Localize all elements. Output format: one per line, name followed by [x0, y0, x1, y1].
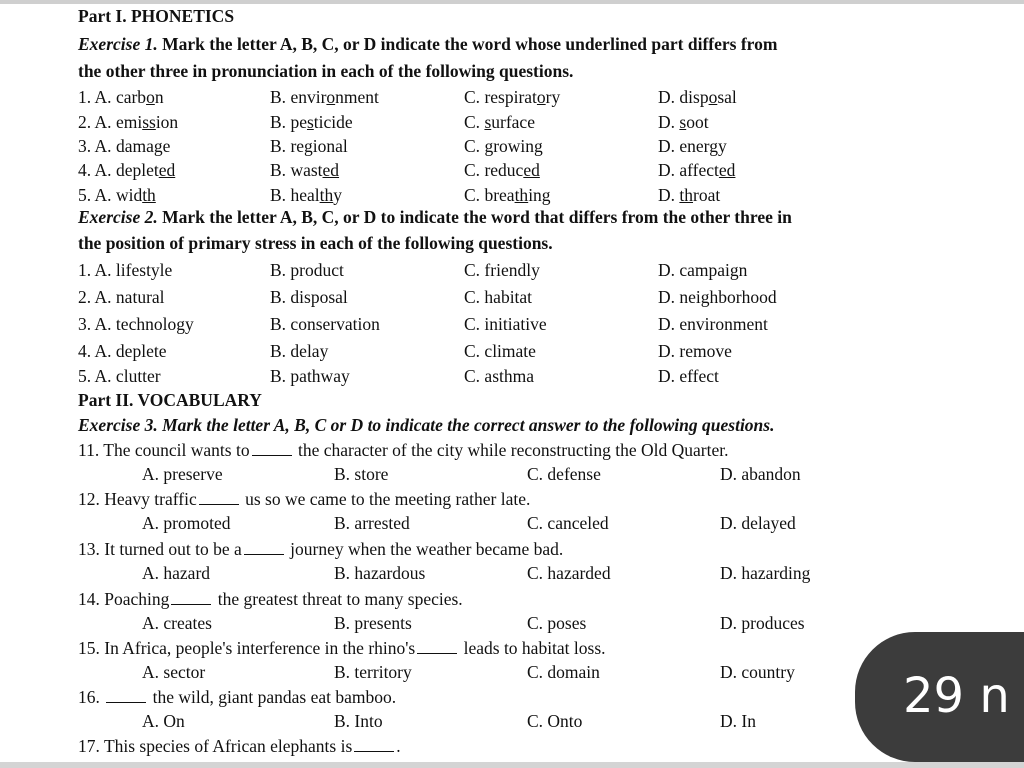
answer-blank[interactable] [252, 441, 292, 456]
answer-option[interactable]: B. presents [334, 613, 412, 633]
question-line [78, 637, 606, 659]
option-letter: B. [270, 185, 291, 205]
option-word-part: rowing [493, 136, 543, 156]
underlined-part: th [319, 185, 334, 205]
option-letter: D. [658, 87, 680, 107]
answer-option[interactable]: C. canceled [527, 513, 609, 533]
exercise-heading-cont: the other three in pronunciation in each of the following questions. [78, 61, 574, 81]
option-text: C. climate [464, 341, 536, 361]
question-number: 13. [78, 539, 105, 559]
answer-option[interactable]: B. hazardous [334, 563, 426, 583]
answer-option[interactable] [270, 340, 328, 362]
option-letter: C. [464, 112, 485, 132]
question-number: 12. [78, 489, 105, 509]
question-text: It turned out to be a [104, 539, 242, 559]
option-text: C. friendly [464, 260, 540, 280]
answer-option[interactable] [78, 340, 166, 362]
question-text: The council wants to [103, 440, 250, 460]
option-text: D. neighborhood [658, 287, 777, 307]
option-letter: D. [658, 136, 680, 156]
option-letter: A. [94, 87, 116, 107]
answer-option[interactable]: A. preserve [142, 464, 223, 484]
answer-option[interactable]: A. creates [142, 613, 212, 633]
answer-option[interactable] [270, 259, 344, 281]
underlined-part: s [306, 112, 314, 132]
option-letter: C. [464, 185, 485, 205]
option-letter: A. [94, 160, 116, 180]
answer-blank[interactable] [417, 639, 457, 654]
option-text: C. asthma [464, 366, 534, 386]
answer-option[interactable] [464, 184, 551, 206]
underlined-part: s [679, 112, 687, 132]
question-number: 16. [78, 687, 105, 707]
question-text: the wild, giant pandas eat bamboo. [148, 687, 397, 707]
option-word-part: deplet [115, 160, 159, 180]
question-text: . [396, 736, 401, 756]
answer-option[interactable] [270, 135, 348, 157]
option-word-part: wast [290, 160, 323, 180]
answer-option[interactable] [464, 159, 540, 181]
question-line [78, 488, 530, 510]
option-text: C. habitat [464, 287, 533, 307]
answer-option[interactable]: A. hazard [142, 563, 211, 583]
question-text: Poaching [104, 589, 170, 609]
option-text: A. lifestyle [94, 260, 173, 280]
answer-option[interactable]: D. country [720, 662, 795, 682]
option-word-part: sal [717, 87, 737, 107]
underlined-part: g [304, 136, 313, 156]
answer-option[interactable] [464, 313, 547, 335]
answer-option[interactable] [78, 159, 175, 181]
answer-blank[interactable] [106, 688, 146, 703]
option-word-part: re [290, 136, 305, 156]
question-number: 2. [78, 287, 95, 307]
underlined-part: ed [718, 160, 736, 180]
underlined-part: g [484, 136, 494, 156]
answer-option[interactable]: D. hazarding [720, 563, 811, 583]
answer-option[interactable] [78, 313, 194, 335]
option-text: B. conservation [270, 314, 380, 334]
underlined-part: g [153, 136, 163, 156]
option-word-part: nment [335, 87, 379, 107]
option-word-part: dama [115, 136, 154, 156]
underlined-part: o [326, 87, 336, 107]
answer-option[interactable]: A. On [142, 711, 185, 731]
answer-option[interactable]: A. sector [142, 662, 206, 682]
underlined-part: th [679, 185, 694, 205]
answer-option[interactable]: B. arrested [334, 513, 410, 533]
question-line [78, 439, 728, 461]
answer-option[interactable] [658, 365, 719, 387]
answer-option[interactable]: C. defense [527, 464, 601, 484]
option-word-part: ional [312, 136, 348, 156]
underlined-part: o [146, 87, 155, 107]
option-word-part: ticide [313, 112, 353, 132]
question-text: the character of the city while reconstructing the Old Quarter. [293, 440, 729, 460]
answer-option[interactable] [78, 259, 172, 281]
option-word-part: brea [484, 185, 515, 205]
option-word-part: ing [528, 185, 551, 205]
option-word-part: wid [115, 185, 143, 205]
underlined-part: th [514, 185, 529, 205]
option-word-part: ener [679, 136, 710, 156]
page-counter-text: 29 n [903, 668, 1010, 724]
option-letter: C. [464, 160, 485, 180]
underlined-part: ed [523, 160, 540, 180]
question-text: us so we came to the meeting rather late. [240, 489, 531, 509]
answer-option[interactable] [270, 159, 339, 181]
option-word-part: roat [693, 185, 721, 205]
question-line [78, 538, 563, 560]
option-letter: B. [270, 160, 291, 180]
answer-option[interactable] [464, 365, 534, 387]
option-word-part: affect [679, 160, 719, 180]
option-text: A. technology [94, 314, 194, 334]
answer-option[interactable] [464, 111, 535, 133]
option-letter: D. [658, 185, 680, 205]
answer-option[interactable]: B. territory [334, 662, 412, 682]
option-text: B. delay [270, 341, 329, 361]
option-text: C. initiative [464, 314, 547, 334]
question-number: 2. [78, 112, 95, 132]
option-word-part: disp [679, 87, 709, 107]
question-number: 3. [78, 314, 95, 334]
answer-option[interactable]: C. domain [527, 662, 600, 682]
question-text: Heavy traffic [104, 489, 197, 509]
option-word-part: e [162, 136, 171, 156]
question-number: 3. [78, 136, 95, 156]
answer-option[interactable] [464, 135, 543, 157]
exercise-heading-cont: the position of primary stress in each of the following questions. [78, 233, 553, 253]
option-letter: B. [270, 87, 291, 107]
answer-option[interactable] [78, 286, 165, 308]
option-word-part: y [717, 136, 727, 156]
answer-option[interactable] [658, 184, 720, 206]
answer-blank[interactable] [354, 737, 394, 752]
answer-blank[interactable] [244, 540, 284, 555]
option-text: D. campaign [658, 260, 748, 280]
option-letter: B. [270, 112, 291, 132]
answer-option[interactable]: D. abandon [720, 464, 801, 484]
option-text: B. pathway [270, 366, 350, 386]
answer-option[interactable] [78, 365, 161, 387]
answer-option[interactable] [270, 184, 342, 206]
option-letter: D. [658, 112, 680, 132]
answer-option[interactable] [658, 86, 737, 108]
question-text: This species of African elephants is [103, 736, 353, 756]
option-word-part: respirat [484, 87, 537, 107]
answer-option[interactable]: D. delayed [720, 513, 796, 533]
part-title: Part I. PHONETICS [78, 6, 235, 26]
answer-option[interactable] [270, 111, 353, 133]
question-number: 17. [78, 736, 104, 756]
option-word-part: ry [545, 87, 561, 107]
underlined-part: th [142, 185, 156, 205]
exercise-heading: Exercise 1. Mark the letter A, B, C, or D indicate the word whose underlined part differs from [78, 34, 778, 54]
answer-option[interactable] [464, 340, 536, 362]
answer-option[interactable] [658, 135, 727, 157]
question-line [78, 686, 396, 708]
underlined-part: s [484, 112, 492, 132]
answer-option[interactable]: B. store [334, 464, 389, 484]
answer-option[interactable] [78, 184, 156, 206]
question-number: 4. [78, 160, 95, 180]
answer-option[interactable]: C. hazarded [527, 563, 611, 583]
option-word-part: ion [155, 112, 179, 132]
answer-option[interactable]: A. promoted [142, 513, 231, 533]
question-number: 1. [78, 260, 95, 280]
answer-option[interactable]: C. poses [527, 613, 587, 633]
question-number: 11. [78, 440, 104, 460]
option-text: D. effect [658, 366, 719, 386]
option-letter: C. [464, 136, 485, 156]
question-line [78, 735, 401, 757]
option-text: A. clutter [94, 366, 161, 386]
option-word-part: carb [115, 87, 147, 107]
answer-option[interactable] [658, 286, 777, 308]
question-number: 5. [78, 185, 95, 205]
answer-option[interactable] [658, 340, 732, 362]
question-text: leads to habitat loss. [459, 638, 606, 658]
underlined-part: o [536, 87, 546, 107]
answer-option[interactable] [658, 159, 735, 181]
option-text: A. deplete [94, 341, 167, 361]
underlined-part: g [709, 136, 718, 156]
option-letter: C. [464, 87, 485, 107]
option-letter: A. [94, 185, 116, 205]
option-word-part: emi [115, 112, 143, 132]
question-number: 15. [78, 638, 105, 658]
answer-option[interactable] [270, 86, 379, 108]
option-word-part: reduc [484, 160, 524, 180]
answer-option[interactable] [78, 135, 170, 157]
part-title: Part II. VOCABULARY [78, 390, 262, 410]
underlined-part: ed [322, 160, 340, 180]
answer-option[interactable]: B. Into [334, 711, 383, 731]
answer-option[interactable] [658, 259, 747, 281]
option-text: D. remove [658, 341, 732, 361]
question-text: journey when the weather became bad. [285, 539, 564, 559]
answer-option[interactable] [270, 313, 380, 335]
top-border [0, 0, 1024, 4]
answer-option[interactable]: C. Onto [527, 711, 583, 731]
exercise-heading: Exercise 3. Mark the letter A, B, C or D to indicate the correct answer to the following questions. [78, 415, 775, 435]
option-word-part: heal [290, 185, 320, 205]
option-word-part: oot [686, 112, 709, 132]
option-letter: D. [658, 160, 680, 180]
question-text: In Africa, people's interference in the rhino's [104, 638, 416, 658]
question-number: 4. [78, 341, 95, 361]
question-text: the greatest threat to many species. [213, 589, 463, 609]
answer-blank[interactable] [171, 590, 211, 605]
answer-option[interactable]: D. In [720, 711, 756, 731]
answer-option[interactable] [78, 86, 164, 108]
underlined-part: ed [158, 160, 176, 180]
answer-blank[interactable] [199, 490, 239, 505]
option-text: B. disposal [270, 287, 348, 307]
underlined-part: ss [142, 112, 156, 132]
option-letter: A. [94, 112, 116, 132]
answer-option[interactable] [270, 365, 350, 387]
option-word-part: envir [290, 87, 327, 107]
answer-option[interactable] [270, 286, 348, 308]
option-text: D. environment [658, 314, 768, 334]
question-number: 5. [78, 366, 95, 386]
option-text: B. product [270, 260, 344, 280]
option-text: A. natural [94, 287, 165, 307]
page-counter-badge [855, 632, 1024, 762]
question-line [78, 588, 463, 610]
answer-option[interactable] [658, 313, 768, 335]
option-letter: A. [94, 136, 116, 156]
option-word-part: pe [290, 112, 307, 132]
question-number: 14. [78, 589, 105, 609]
option-letter: B. [270, 136, 291, 156]
answer-option[interactable] [464, 86, 560, 108]
answer-option[interactable] [658, 111, 709, 133]
option-word-part: n [154, 87, 164, 107]
underlined-part: o [708, 87, 718, 107]
option-word-part: urface [491, 112, 535, 132]
exercise-heading: Exercise 2. Mark the letter A, B, C, or D to indicate the word that differs from the other three in [78, 207, 792, 227]
answer-option[interactable] [464, 259, 540, 281]
bottom-border [0, 762, 1024, 768]
answer-option[interactable] [464, 286, 532, 308]
answer-option[interactable]: D. produces [720, 613, 805, 633]
question-number: 1. [78, 87, 95, 107]
option-word-part: y [333, 185, 342, 205]
answer-option[interactable] [78, 111, 178, 133]
